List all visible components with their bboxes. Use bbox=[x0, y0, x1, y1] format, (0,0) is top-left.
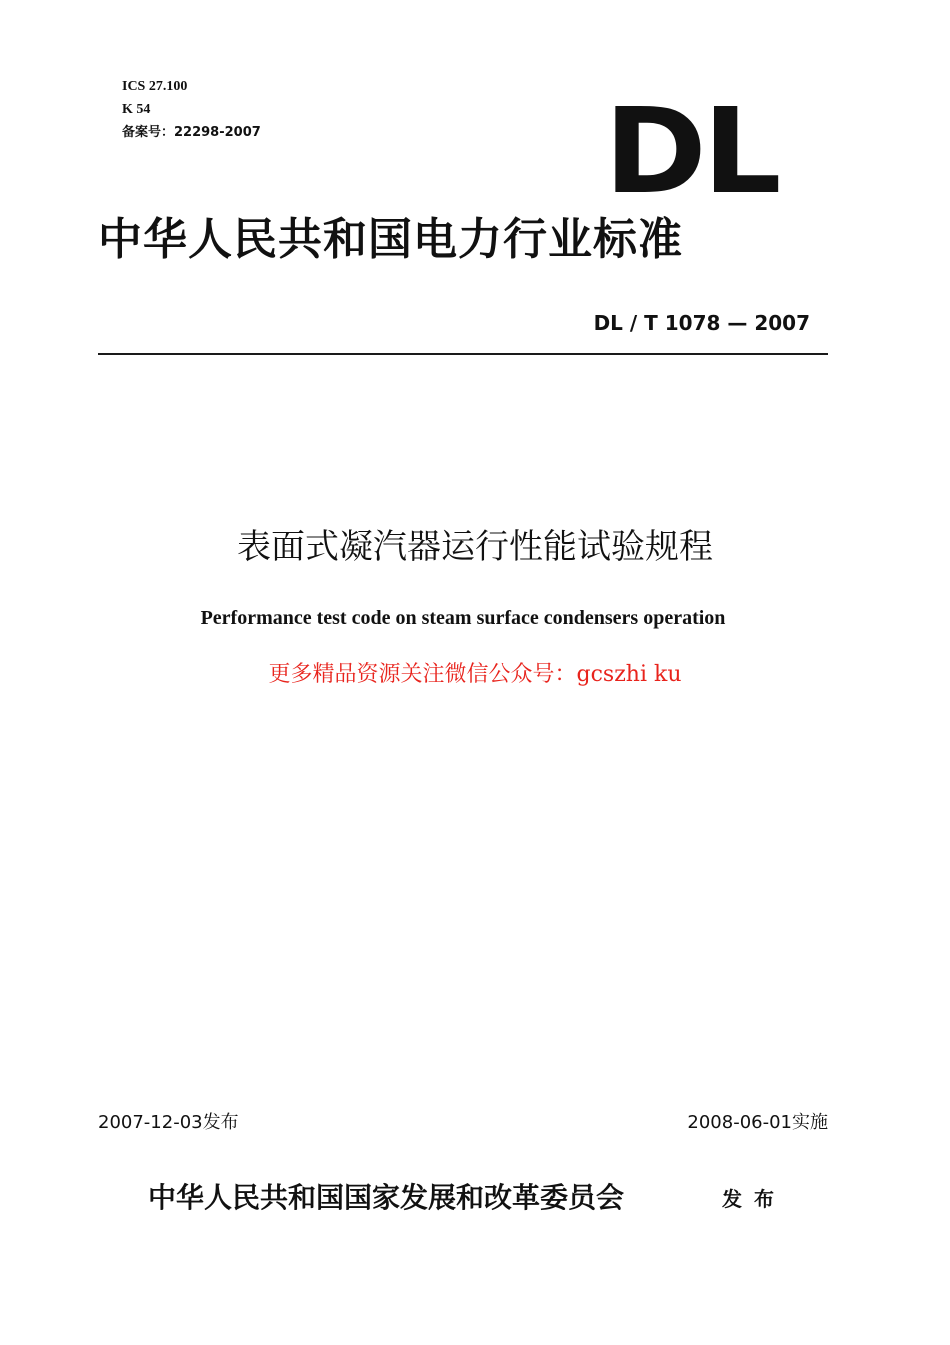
issuing-authority: 中华人民共和国国家发展和改革委员会 bbox=[148, 1181, 625, 1214]
filing-number: 备案号：22298-2007 bbox=[122, 125, 261, 140]
standard-number: DL / T 1078 — 2007 bbox=[593, 311, 810, 335]
header-divider bbox=[98, 353, 828, 355]
ics-code: ICS 27.100 bbox=[122, 79, 188, 94]
implementation-date: 2008-06-01实施 bbox=[687, 1112, 828, 1133]
document-title-en: Performance test code on steam surface condensers operation bbox=[200, 607, 726, 629]
classification-code: K 54 bbox=[122, 102, 151, 117]
issue-label: 发布 bbox=[722, 1187, 786, 1211]
promo-text: 更多精品资源关注微信公众号：gcszhi ku bbox=[268, 662, 682, 687]
standard-category-title: 中华人民共和国电力行业标准 bbox=[98, 214, 683, 265]
issue-date: 2007-12-03发布 bbox=[98, 1112, 239, 1133]
document-title-cn: 表面式凝汽器运行性能试验规程 bbox=[237, 527, 713, 567]
dl-logo: DL bbox=[604, 82, 778, 220]
